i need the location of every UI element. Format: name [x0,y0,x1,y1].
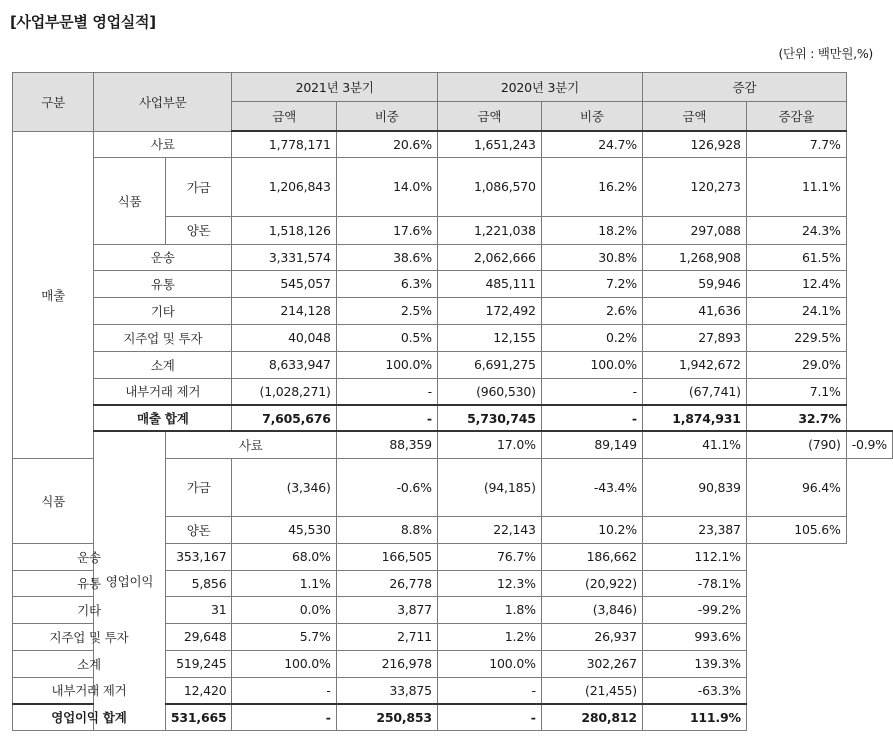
change-rate: 24.3% [746,216,846,244]
value-2020: 1,651,243 [437,131,541,157]
change-amount: 1,268,908 [642,244,746,270]
header-2020q3: 2020년 3분기 [437,73,642,102]
ratio-2020: -43.4% [541,458,642,516]
category-operating-profit: 영업이익 [94,431,166,730]
header-category: 구분 [13,73,94,132]
ratio-2020: 100.0% [437,650,541,677]
value-2020: 2,062,666 [437,244,541,270]
header-segment: 사업부문 [94,73,232,132]
ratio-2020: 41.1% [642,431,746,458]
value-2020: (960,530) [437,378,541,405]
segment-label: 운송 [13,543,166,570]
ratio-2021: - [336,405,437,431]
change-rate: 111.9% [642,704,746,730]
value-2020: 3,877 [336,596,437,623]
ratio-2020: 100.0% [541,351,642,378]
segment-label: 내부거래 제거 [13,677,166,704]
ratio-2021: 2.5% [336,297,437,324]
ratio-2021: 5.7% [232,623,336,650]
change-rate: 112.1% [642,543,746,570]
ratio-2021: 17.6% [336,216,437,244]
change-rate: 61.5% [746,244,846,270]
unit-note: (단위 : 백만원,%) [778,46,873,61]
change-amount: 126,928 [642,131,746,157]
ratio-2021: 100.0% [232,650,336,677]
segment-label: 소계 [13,650,166,677]
ratio-2021: 38.6% [336,244,437,270]
change-amount: 120,273 [642,157,746,216]
segment-label: 소계 [94,351,232,378]
ratio-2021: 0.5% [336,324,437,351]
value-2020: 5,730,745 [437,405,541,431]
change-amount: 280,812 [541,704,642,730]
segment-label: 가금 [165,157,232,216]
ratio-2020: 24.7% [541,131,642,157]
change-amount: 186,662 [541,543,642,570]
ratio-2021: - [232,677,336,704]
ratio-2021: 1.1% [232,570,336,596]
segment-label: 유통 [94,270,232,297]
value-2020: 1,221,038 [437,216,541,244]
segment-label: 양돈 [165,216,232,244]
change-rate: 24.1% [746,297,846,324]
change-rate: -0.9% [846,431,892,458]
change-rate: -78.1% [642,570,746,596]
page-title: [사업부문별 영업실적] [10,13,156,31]
value-2021: 7,605,676 [232,405,336,431]
segment-label: 기타 [13,596,166,623]
value-2021: 5,856 [165,570,232,596]
value-2021: 531,665 [165,704,232,730]
ratio-2020: - [541,405,642,431]
ratio-2020: 10.2% [541,516,642,543]
change-amount: (20,922) [541,570,642,596]
change-rate: 139.3% [642,650,746,677]
change-rate: 32.7% [746,405,846,431]
change-rate: 96.4% [746,458,846,516]
ratio-2020: - [541,378,642,405]
category-sales: 매출 [13,131,94,458]
ratio-2021: 100.0% [336,351,437,378]
segment-label: 사료 [165,431,336,458]
change-rate: 7.1% [746,378,846,405]
value-2021: 40,048 [232,324,336,351]
ratio-2020: 2.6% [541,297,642,324]
header-ratio: 비중 [541,102,642,132]
change-amount: 1,942,672 [642,351,746,378]
change-amount: 23,387 [642,516,746,543]
header-ratio: 비중 [336,102,437,132]
sales-total-label: 매출 합계 [94,405,232,431]
header-change: 증감 [642,73,846,102]
change-amount: (67,741) [642,378,746,405]
segment-label: 내부거래 제거 [94,378,232,405]
ratio-2020: 1.2% [437,623,541,650]
value-2020: 33,875 [336,677,437,704]
ratio-2020: 18.2% [541,216,642,244]
ratio-2020: 30.8% [541,244,642,270]
value-2021: 45,530 [232,516,336,543]
ratio-2020: 1.8% [437,596,541,623]
value-2020: 2,711 [336,623,437,650]
value-2021: 1,778,171 [232,131,336,157]
segment-label: 양돈 [165,516,232,543]
ratio-2021: 14.0% [336,157,437,216]
value-2021: (1,028,271) [232,378,336,405]
change-amount: 26,937 [541,623,642,650]
profit-total-label: 영업이익 합계 [13,704,166,730]
segment-results-table [12,72,893,731]
change-amount: 297,088 [642,216,746,244]
ratio-2021: 6.3% [336,270,437,297]
change-rate: -63.3% [642,677,746,704]
header-amount: 금액 [437,102,541,132]
change-amount: 1,874,931 [642,405,746,431]
change-amount: 59,946 [642,270,746,297]
value-2021: (3,346) [232,458,336,516]
value-2021: 31 [165,596,232,623]
value-2021: 545,057 [232,270,336,297]
header-rate: 증감율 [746,102,846,132]
change-rate: 11.1% [746,157,846,216]
change-amount: (21,455) [541,677,642,704]
ratio-2021: 20.6% [336,131,437,157]
header-amount: 금액 [642,102,746,132]
change-amount: 302,267 [541,650,642,677]
value-2021: 353,167 [165,543,232,570]
value-2021: 3,331,574 [232,244,336,270]
value-2020: 12,155 [437,324,541,351]
value-2021: 1,518,126 [232,216,336,244]
segment-label: 지주업 및 투자 [13,623,166,650]
change-rate: 7.7% [746,131,846,157]
ratio-2021: -0.6% [336,458,437,516]
value-2020: 22,143 [437,516,541,543]
change-amount: 90,839 [642,458,746,516]
ratio-2021: 17.0% [437,431,541,458]
ratio-2020: 0.2% [541,324,642,351]
segment-label: 운송 [94,244,232,270]
value-2020: 172,492 [437,297,541,324]
ratio-2020: 16.2% [541,157,642,216]
segment-label: 기타 [94,297,232,324]
value-2020: 250,853 [336,704,437,730]
change-rate: 105.6% [746,516,846,543]
header-2021q3: 2021년 3분기 [232,73,437,102]
value-2021: 12,420 [165,677,232,704]
value-2020: 485,111 [437,270,541,297]
ratio-2020: 12.3% [437,570,541,596]
change-rate: 993.6% [642,623,746,650]
ratio-2021: 0.0% [232,596,336,623]
segment-group-food: 식품 [94,157,166,244]
value-2021: 1,206,843 [232,157,336,216]
change-rate: 229.5% [746,324,846,351]
change-rate: 12.4% [746,270,846,297]
value-2020: 26,778 [336,570,437,596]
ratio-2020: 7.2% [541,270,642,297]
value-2021: 214,128 [232,297,336,324]
value-2020: 166,505 [336,543,437,570]
value-2020: (94,185) [437,458,541,516]
value-2021: 88,359 [336,431,437,458]
change-rate: 29.0% [746,351,846,378]
change-amount: 27,893 [642,324,746,351]
change-amount: 41,636 [642,297,746,324]
header-amount: 금액 [232,102,336,132]
value-2021: 29,648 [165,623,232,650]
ratio-2020: 76.7% [437,543,541,570]
value-2021: 8,633,947 [232,351,336,378]
value-2020: 89,149 [541,431,642,458]
ratio-2021: - [232,704,336,730]
value-2020: 216,978 [336,650,437,677]
change-amount: (3,846) [541,596,642,623]
segment-label: 사료 [94,131,232,157]
segment-group-food: 식품 [13,458,94,543]
ratio-2021: 68.0% [232,543,336,570]
change-rate: -99.2% [642,596,746,623]
value-2021: 519,245 [165,650,232,677]
value-2020: 6,691,275 [437,351,541,378]
ratio-2021: - [336,378,437,405]
segment-label: 지주업 및 투자 [94,324,232,351]
ratio-2020: - [437,677,541,704]
ratio-2020: - [437,704,541,730]
value-2020: 1,086,570 [437,157,541,216]
segment-label: 가금 [165,458,232,516]
change-amount: (790) [746,431,846,458]
segment-label: 유통 [13,570,166,596]
ratio-2021: 8.8% [336,516,437,543]
